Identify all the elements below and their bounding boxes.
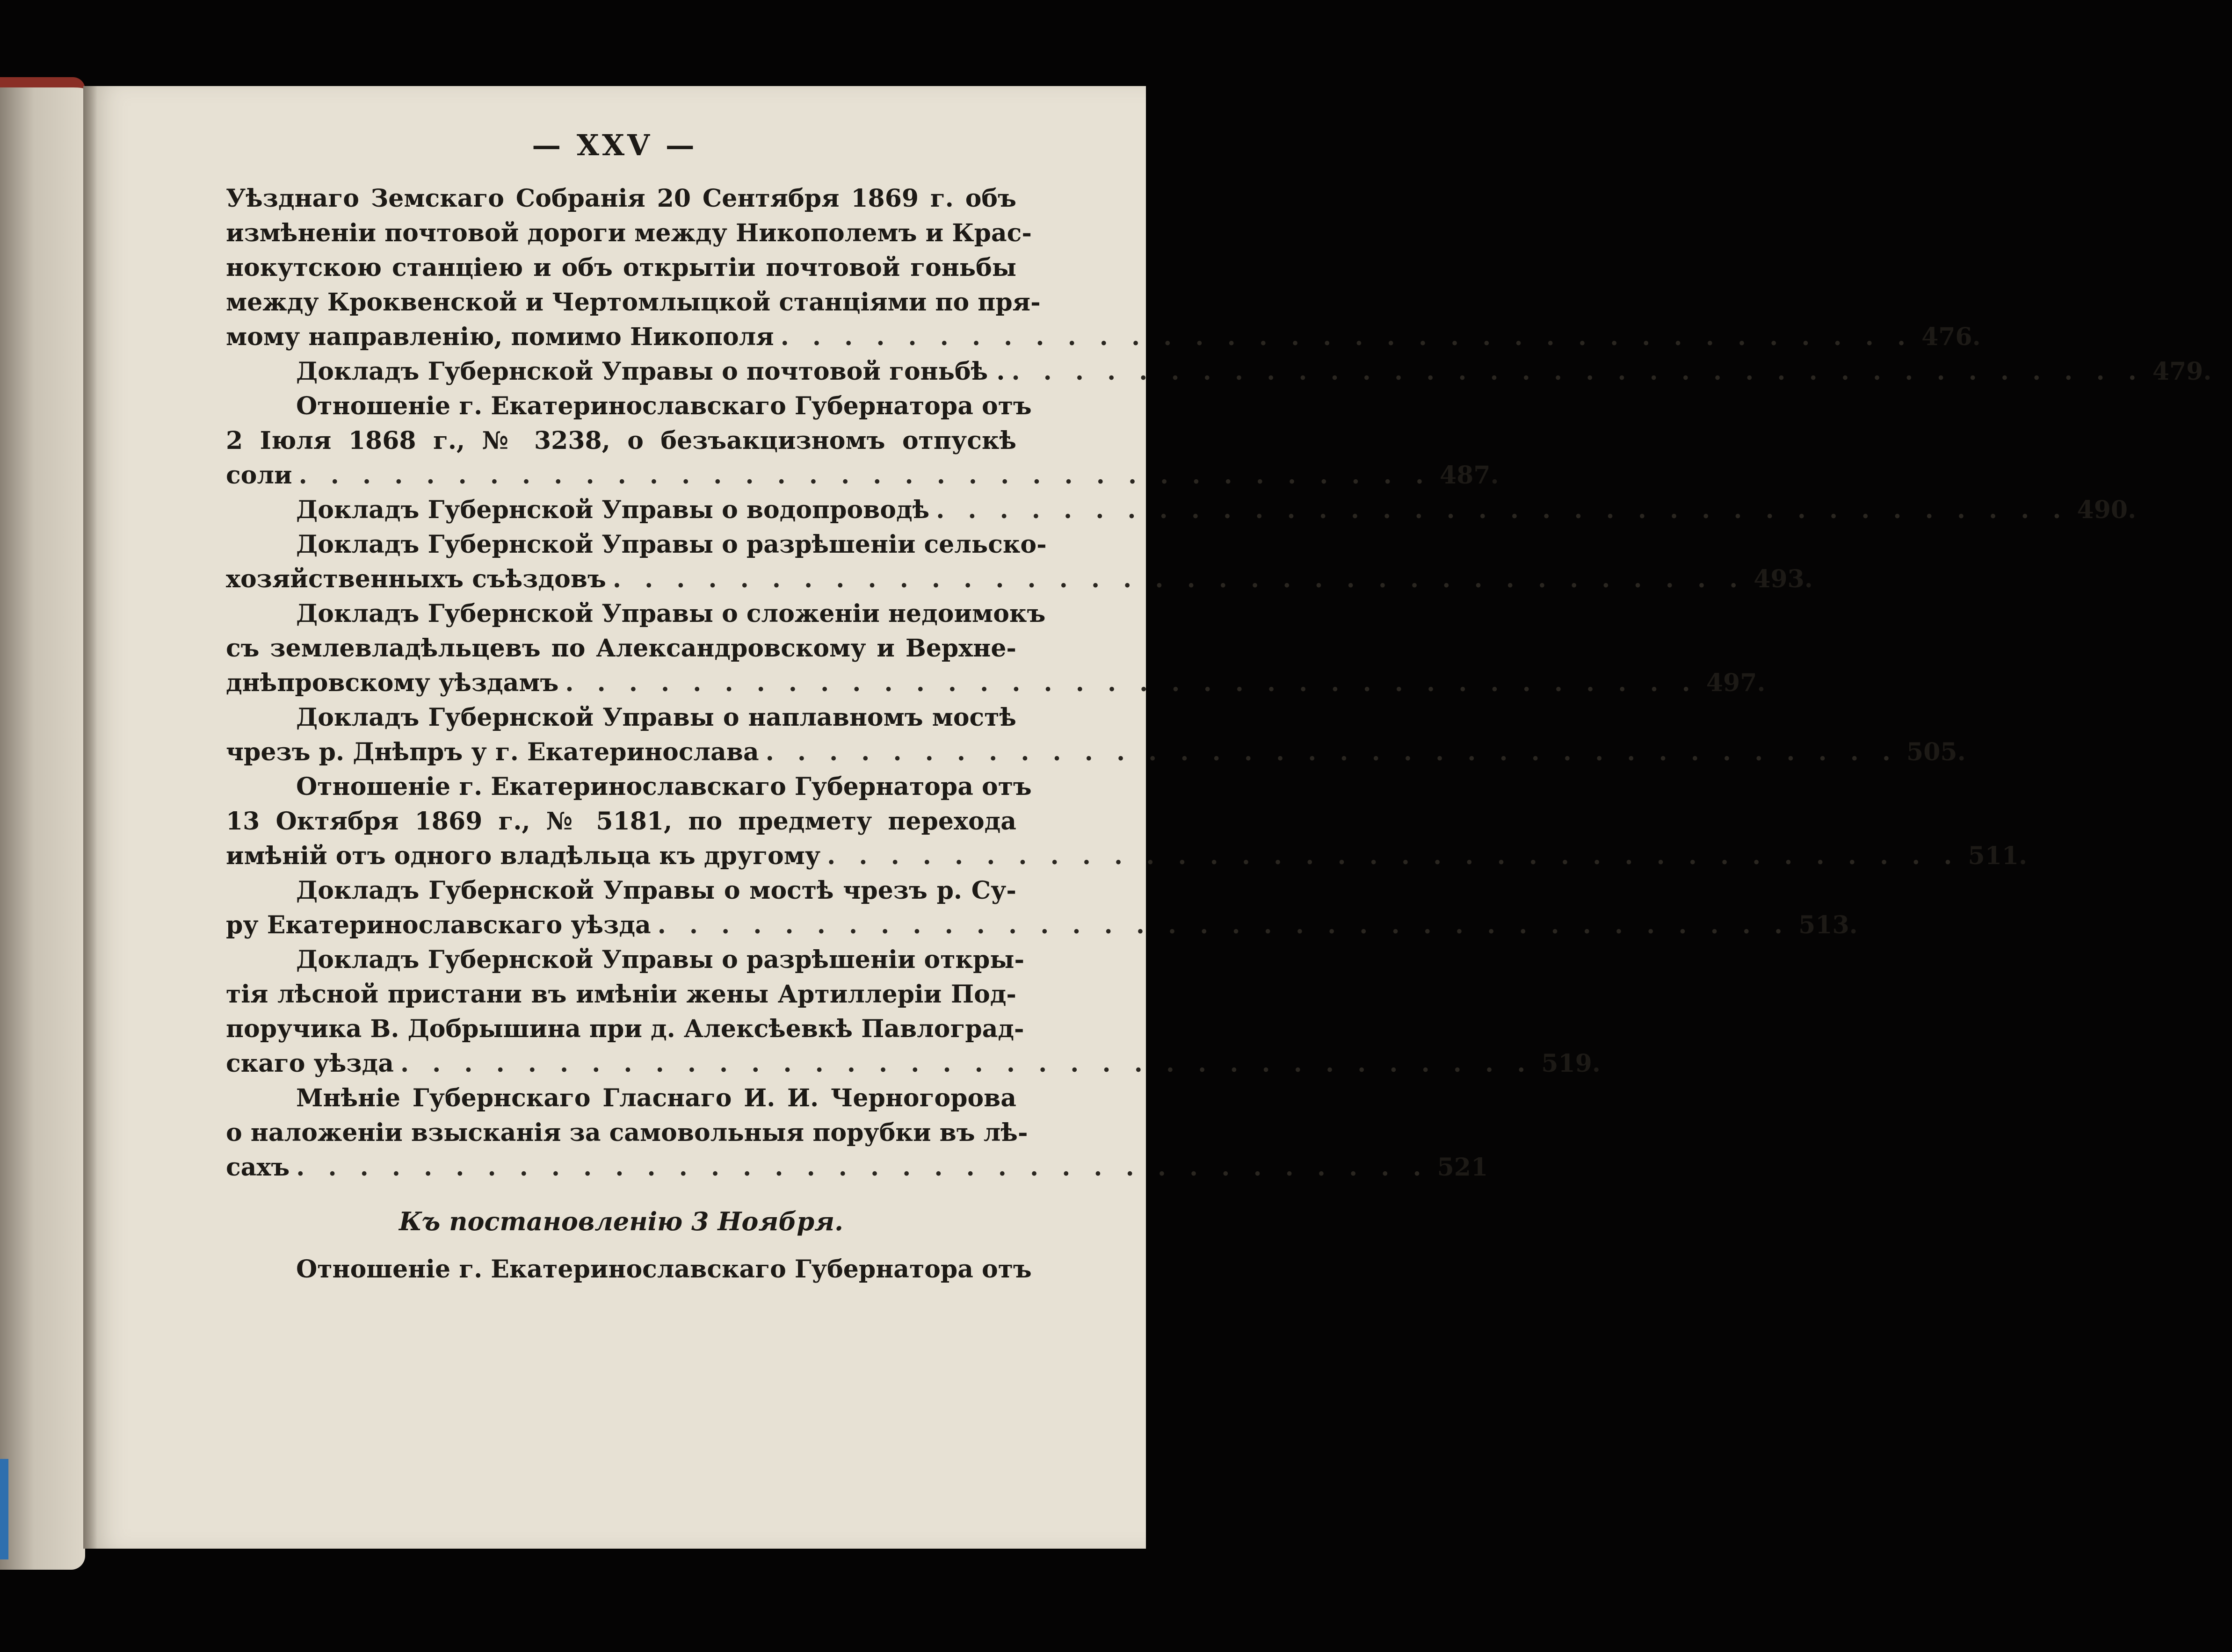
toc-entry-text: Докладъ Губернской Управы о почтовой гоньбѣ .	[296, 357, 1005, 386]
toc-entry-text: Уѣзднаго Земскаго Собранія 20 Сентября 1869 г. объ	[226, 184, 1016, 213]
toc-entry-line	[226, 219, 1105, 253]
toc-entry	[226, 772, 2028, 876]
toc-entry-line	[226, 184, 1105, 219]
toc-entry	[226, 945, 1601, 1084]
toc-entry-last-line	[226, 323, 1981, 357]
dot-leader: . . . . . . . . . . . . . . . . . . . . . . . . . . . . . . . . . . . .	[298, 461, 1431, 490]
section-title: Къ постановленію 3 Ноября.	[399, 1206, 843, 1236]
dot-leader: . . . . . . . . . . . . . . . . . . . . . . . . . . . . . . . . . . . .	[765, 738, 1899, 766]
dot-leader: . . . . . . . . . . . . . . . . . . . . . . . . . . . . . . . . . . . .	[657, 911, 1790, 939]
toc-entry-text: Докладъ Губернской Управы о сложеніи недоимокъ	[296, 599, 1046, 628]
dot-leader: . . . . . . . . . . . . . . . . . . . . . . . . . . . . . . . . . . . .	[565, 669, 1698, 697]
toc-entry-text: скаго уѣзда	[226, 1049, 394, 1078]
dot-leader: . . . . . . . . . . . . . . . . . . . . . . . . . . . . . . . . . . . .	[827, 842, 1960, 870]
toc-entry	[226, 496, 2137, 530]
toc-entry-last-line	[226, 738, 1966, 772]
toc-entry-last-line	[226, 357, 2212, 392]
toc-entry-line	[226, 253, 1105, 288]
toc-entry-line	[226, 599, 1105, 634]
toc-entry-line	[226, 1118, 1105, 1153]
toc-entry	[226, 703, 1966, 772]
toc-entry-line	[226, 945, 1105, 980]
toc-entry-line	[226, 1015, 1105, 1049]
toc-entry-text: нокутскою станціею и объ открытіи почтовой гоньбы	[226, 253, 1016, 282]
dot-leader: . . . . . . . . . . . . . . . . . . . . . . . . . . . . . . . . . . . .	[1011, 357, 2144, 386]
toc-entry-line	[226, 807, 1105, 842]
dot-leader: . . . . . . . . . . . . . . . . . . . . . . . . . . . . . . . . . . . .	[936, 496, 2069, 524]
spacer	[226, 1241, 1105, 1255]
continuation-text: Отношеніе г. Екатеринославскаго Губернатора отъ	[296, 1255, 1032, 1284]
continuation-line	[226, 1255, 1105, 1290]
page-header: — XXV —	[532, 128, 697, 162]
toc-entry	[226, 599, 1766, 703]
toc-entry-line	[226, 392, 1105, 426]
toc-entry	[226, 357, 2212, 392]
page-number: 487.	[1439, 461, 1499, 490]
book-spine-edge	[0, 1459, 8, 1559]
page-number: 511.	[1968, 842, 2028, 870]
dot-leader: . . . . . . . . . . . . . . . . . . . . . . . . . . . . . . . . . . . .	[612, 565, 1746, 593]
toc-entry-text: Отношеніе г. Екатеринославскаго Губернатора отъ	[296, 772, 1032, 801]
page-number: 513.	[1798, 911, 1858, 939]
page-number: 521	[1437, 1153, 1488, 1182]
toc-entry-text: Докладъ Губернской Управы о наплавномъ мостѣ	[296, 703, 1016, 732]
toc-entry-last-line	[226, 565, 1813, 599]
page-gutter-shadow	[83, 86, 97, 1549]
toc-entry-text: соли	[226, 461, 292, 490]
toc-entry-text: мому направленію, помимо Никополя	[226, 323, 774, 351]
toc-entry	[226, 184, 1981, 357]
toc-entry	[226, 1084, 1488, 1188]
toc-entry-text: Докладъ Губернской Управы о мостѣ чрезъ р. Су-	[296, 876, 1016, 905]
spacer	[226, 1188, 1105, 1206]
toc-entry-line	[226, 876, 1105, 911]
toc-entry-last-line	[226, 1153, 1488, 1188]
toc-entry-last-line	[226, 496, 2137, 530]
toc-entry-text: Докладъ Губернской Управы о водопроводѣ	[296, 496, 930, 524]
toc-entry-text: днѣпровскому уѣздамъ	[226, 669, 559, 697]
toc-entry-last-line	[226, 461, 1499, 496]
toc-entry-line	[226, 980, 1105, 1015]
page-number: 519.	[1541, 1049, 1601, 1078]
toc-entry	[226, 530, 1813, 599]
toc-entry-text: хозяйственныхъ съѣздовъ	[226, 565, 606, 593]
toc-entry-text: о наложеніи взысканія за самовольныя порубки въ лѣ-	[226, 1118, 1028, 1147]
toc-entry-line	[226, 703, 1105, 738]
page-number: 505.	[1906, 738, 1966, 766]
page-number: 476.	[1921, 323, 1981, 351]
toc-entry-line	[226, 288, 1105, 323]
toc-entry-last-line	[226, 669, 1766, 703]
toc-entry-last-line	[226, 1049, 1601, 1084]
toc-entry-text: сахъ	[226, 1153, 290, 1182]
toc-entry-line	[226, 426, 1105, 461]
toc-entry-text: поручика В. Добрышина при д. Алексѣевкѣ Павлоград-	[226, 1015, 1024, 1043]
toc-entry-text: Докладъ Губернской Управы о разрѣшеніи сельско-	[296, 530, 1047, 559]
table-of-contents	[226, 184, 2212, 1290]
toc-entry-text: 13 Октября 1869 г., № 5181, по предмету перехода	[226, 807, 1016, 836]
page-number: 490.	[2077, 496, 2137, 524]
toc-entry	[226, 876, 1858, 945]
toc-entry-text: съ землевладѣльцевъ по Александровскому и Верхне-	[226, 634, 1016, 663]
toc-entry-text: Докладъ Губернской Управы о разрѣшеніи откры-	[296, 945, 1025, 974]
toc-entry-line	[226, 772, 1105, 807]
toc-entry-text: имѣній отъ одного владѣльца къ другому	[226, 842, 821, 870]
toc-entry-text: Мнѣніе Губернскаго Гласнаго И. И. Черногорова	[296, 1084, 1016, 1112]
page-number: 497.	[1706, 669, 1766, 697]
toc-entry-last-line	[226, 842, 2028, 876]
toc-entry-text: ру Екатеринославскаго уѣзда	[226, 911, 651, 939]
toc-entry-line	[226, 1084, 1105, 1118]
toc-entry-text: измѣненіи почтовой дороги между Никополемъ и Крас-	[226, 219, 1032, 247]
toc-entry-last-line	[226, 911, 1858, 945]
previous-page-edge	[0, 77, 85, 1570]
toc-entry-text: Отношеніе г. Екатеринославскаго Губернатора отъ	[296, 392, 1032, 420]
dot-leader: . . . . . . . . . . . . . . . . . . . . . . . . . . . . . . . . . . . .	[780, 323, 1913, 351]
toc-entry-line	[226, 634, 1105, 669]
book-page	[83, 86, 2212, 1549]
toc-entry-text: 2 Іюля 1868 г., № 3238, о безъакцизномъ отпускѣ	[226, 426, 1016, 455]
toc-entry-text: чрезъ р. Днѣпръ у г. Екатеринослава	[226, 738, 759, 766]
dot-leader: . . . . . . . . . . . . . . . . . . . . . . . . . . . . . . . . . . . .	[400, 1049, 1533, 1078]
page-number: 479.	[2152, 357, 2212, 386]
toc-entry-text: тія лѣсной пристани въ имѣніи жены Артиллеріи Под-	[226, 980, 1016, 1009]
dot-leader: . . . . . . . . . . . . . . . . . . . . . . . . . . . . . . . . . . . .	[296, 1153, 1429, 1182]
toc-entry-line	[226, 530, 1105, 565]
page-number: 493.	[1754, 565, 1813, 593]
toc-entry-text: между Кроквенской и Чертомлыцкой станціями по пря-	[226, 288, 1041, 317]
toc-entry	[226, 392, 1499, 496]
